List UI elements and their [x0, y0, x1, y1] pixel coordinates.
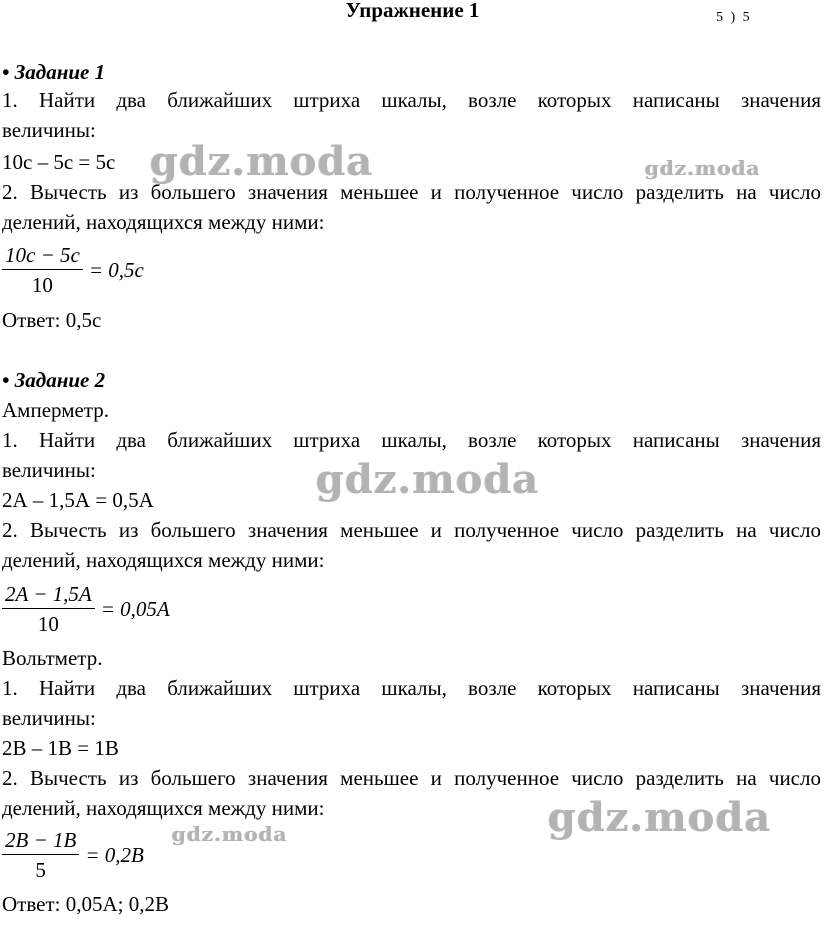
- task1-heading: • Задание 1: [2, 60, 106, 84]
- ammeter-fraction: [2, 581, 95, 637]
- ammeter-fraction-denominator: 10: [37, 612, 59, 636]
- task1-formula: [2, 242, 144, 298]
- task1-fraction-denominator: 10: [31, 273, 53, 297]
- voltmeter-fraction-numerator: 2B − 1B: [2, 827, 79, 855]
- ammeter-formula: [2, 581, 170, 637]
- voltmeter-step2-line1: 2. Вычесть из большего значения меньшее и полученное число разделить на число: [2, 766, 821, 790]
- task1-fraction: [2, 242, 83, 298]
- ammeter-step2-line2: делений, находящихся между ними:: [2, 548, 325, 572]
- voltmeter-step1-line2: величины:: [2, 706, 96, 730]
- ammeter-step1-line1: 1. Найти два ближайших штриха шкалы, возле которых написаны значения: [2, 428, 821, 452]
- task2-answer: Ответ: 0,05А; 0,2В: [2, 892, 169, 916]
- watermark-logo: gdz.moda: [172, 822, 288, 846]
- ammeter-fraction-result: = 0,05A: [100, 596, 170, 621]
- ammeter-calc: 2А – 1,5А = 0,5А: [2, 488, 154, 512]
- ammeter-step2-line1: 2. Вычесть из большего значения меньшее и полученное число разделить на число: [2, 518, 821, 542]
- ammeter-step1-line2: величины:: [2, 458, 96, 482]
- page-title: Упражнение 1: [345, 0, 480, 22]
- voltmeter-fraction-denominator: 5: [35, 858, 46, 882]
- task1-calc: 10с – 5с = 5с: [2, 150, 116, 174]
- voltmeter-calc: 2В – 1В = 1В: [2, 736, 119, 760]
- watermark-logo: gdz.moda: [316, 456, 540, 503]
- voltmeter-fraction: [2, 827, 79, 883]
- task1-step2-line1: 2. Вычесть из большего значения меньшее и полученное число разделить на число: [2, 180, 821, 204]
- watermark-logo: gdz.moda: [548, 794, 772, 841]
- task1-answer: Ответ: 0,5с: [2, 308, 102, 332]
- task2-heading: • Задание 2: [2, 368, 106, 392]
- voltmeter-step1-line1: 1. Найти два ближайших штриха шкалы, возле которых написаны значения: [2, 676, 821, 700]
- task1-step1-line1: 1. Найти два ближайших штриха шкалы, возле которых написаны значения: [2, 88, 821, 112]
- task1-fraction-numerator: 10c − 5c: [2, 242, 83, 270]
- task1-step1-line2: величины:: [2, 118, 96, 142]
- ammeter-label: Амперметр.: [2, 398, 109, 422]
- voltmeter-formula: [2, 827, 144, 883]
- watermark-logo: gdz.moda: [645, 156, 761, 180]
- ammeter-fraction-numerator: 2A − 1,5A: [2, 581, 95, 609]
- task1-fraction-result: = 0,5c: [88, 257, 144, 282]
- voltmeter-fraction-result: = 0,2B: [85, 842, 144, 867]
- voltmeter-label: Вольтметр.: [2, 646, 103, 670]
- corner-fragment: 5 ) 5: [716, 10, 752, 25]
- watermark-logo: gdz.moda: [150, 138, 374, 185]
- voltmeter-step2-line2: делений, находящихся между ними:: [2, 796, 325, 820]
- task1-step2-line2: делений, находящихся между ними:: [2, 210, 325, 234]
